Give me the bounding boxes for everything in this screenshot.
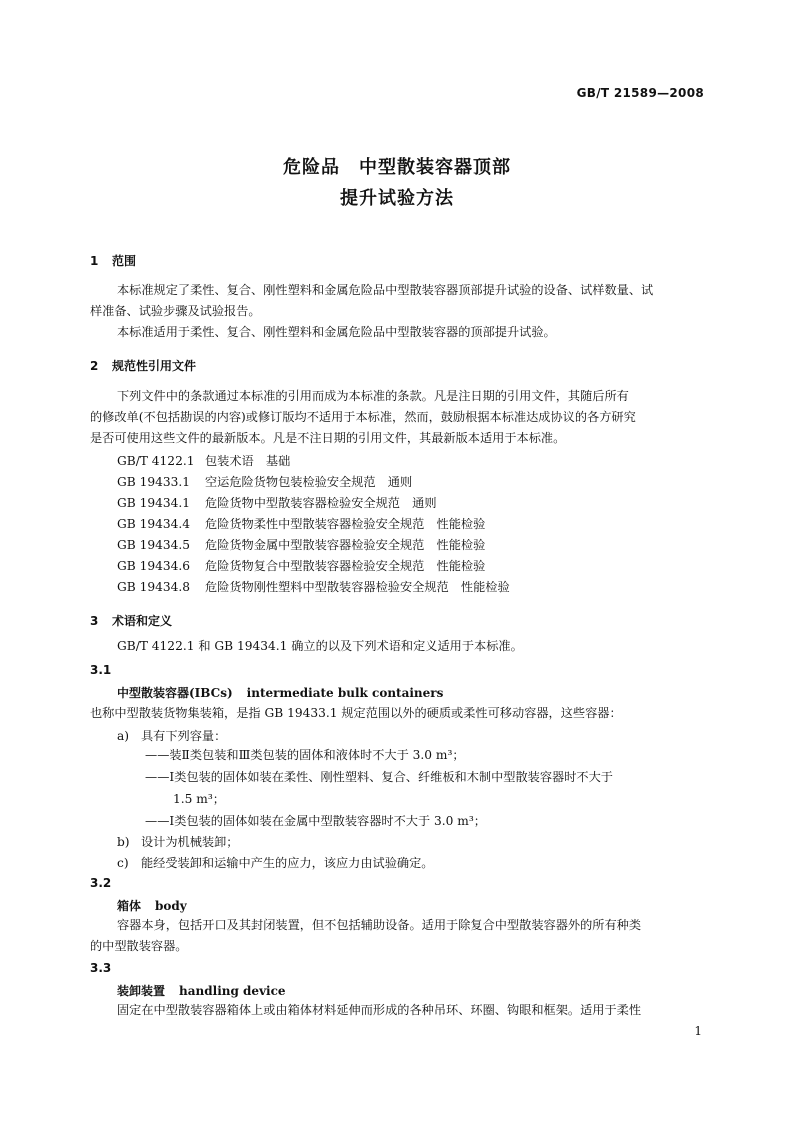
reference-code: GB 19434.5 [117,538,190,552]
section-title: 术语和定义 [112,614,173,628]
list-text: 具有下列容量： [141,729,227,743]
term-zh: 装卸装置 [117,984,166,998]
term-definition-line1: 容器本身，包括开口及其封闭装置，但不包括辅助设备。适用于除复合中型散装容器外的所有种类 [117,918,642,932]
reference-item [117,557,485,574]
section-number: 2 [90,359,99,373]
term-definition-line2: 的中型散装容器。 [90,939,188,953]
section-title: 规范性引用文件 [112,359,197,373]
section-number: 1 [90,254,99,268]
term-heading [117,897,187,914]
reference-item [117,452,290,469]
list-label: a) [117,729,130,743]
list-item [117,727,226,744]
reference-item [117,494,437,511]
page-number: 1 [694,1024,702,1038]
section-1-heading [90,252,136,269]
reference-item [117,515,485,532]
reference-title: 包装术语 基础 [205,454,291,468]
dash-item: ——Ⅰ类包装的固体如装在金属中型散装容器时不大于 3.0 m³； [145,814,486,828]
term-heading [117,982,286,999]
term-definition: 也称中型散装货物集装箱，是指 GB 19433.1 规定范围以外的硬质或柔性可移动容器，这些容器： [90,706,622,720]
reference-title: 危险货物中型散装容器检验安全规范 通则 [205,496,437,510]
section-title: 范围 [112,254,137,268]
s2-para1-line2: 的修改单(不包括勘误的内容)或修订版均不适用于本标准，然而，鼓励根据本标准达成协议的各方研究 [90,410,636,424]
term-en: body [155,899,187,913]
reference-code: GB 19433.1 [117,475,190,489]
reference-code: GB/T 4122.1 [117,454,195,468]
dash-item: ——装Ⅱ类包装和Ⅲ类包装的固体和液体时不大于 3.0 m³； [145,748,465,762]
term-number: 3.3 [90,961,112,975]
section-number: 3 [90,614,99,628]
standard-code: GB/T 21589—2008 [576,86,704,100]
list-label: c) [117,856,129,870]
term-en: intermediate bulk containers [246,686,444,700]
list-text: 能经受装卸和运输中产生的应力，该应力由试验确定。 [141,856,434,870]
reference-code: GB 19434.1 [117,496,190,510]
reference-item [117,578,510,595]
reference-title: 危险货物刚性塑料中型散装容器检验安全规范 性能检验 [205,580,510,594]
term-zh: 中型散装容器(IBCs) [117,686,233,700]
s1-para1-line2: 样准备、试验步骤及试验报告。 [90,304,261,318]
reference-title: 危险货物金属中型散装容器检验安全规范 性能检验 [205,538,486,552]
term-zh: 箱体 [117,899,142,913]
term-en: handling device [179,984,286,998]
reference-title: 空运危险货物包装检验安全规范 通则 [205,475,413,489]
dash-item-continuation: 1.5 m³； [173,792,225,806]
document-title-line1: 危险品 中型散装容器顶部 [283,157,511,178]
s2-para1-line3: 是否可使用这些文件的最新版本。凡是不注日期的引用文件，其最新版本适用于本标准。 [90,431,566,445]
reference-item [117,536,485,553]
section-2-heading [90,357,196,374]
list-text: 设计为机械装卸； [141,835,239,849]
reference-item [117,473,412,490]
reference-title: 危险货物复合中型散装容器检验安全规范 性能检验 [205,559,486,573]
term-number: 3.2 [90,876,112,890]
term-definition-line1: 固定在中型散装容器箱体上或由箱体材料延伸而形成的各种吊环、环圈、钩眼和框架。适用于柔性 [117,1003,642,1017]
s1-para2: 本标准适用于柔性、复合、刚性塑料和金属危险品中型散装容器的顶部提升试验。 [117,325,556,339]
list-item [117,854,434,871]
term-number: 3.1 [90,663,112,677]
dash-item: ——Ⅰ类包装的固体如装在柔性、刚性塑料、复合、纤维板和木制中型散装容器时不大于 [145,770,613,784]
reference-code: GB 19434.6 [117,559,190,573]
section-3-heading [90,612,172,629]
list-item [117,833,239,850]
s3-intro: GB/T 4122.1 和 GB 19434.1 确立的以及下列术语和定义适用于本标准。 [117,639,523,653]
s2-para1-line1: 下列文件中的条款通过本标准的引用而成为本标准的条款。凡是注日期的引用文件，其随后所有 [117,389,629,403]
list-label: b) [117,835,130,849]
reference-code: GB 19434.8 [117,580,190,594]
term-heading [117,684,443,701]
reference-title: 危险货物柔性中型散装容器检验安全规范 性能检验 [205,517,486,531]
reference-code: GB 19434.4 [117,517,190,531]
document-title-line2: 提升试验方法 [340,188,454,209]
s1-para1-line1: 本标准规定了柔性、复合、刚性塑料和金属危险品中型散装容器顶部提升试验的设备、试样数量、试 [117,283,654,297]
